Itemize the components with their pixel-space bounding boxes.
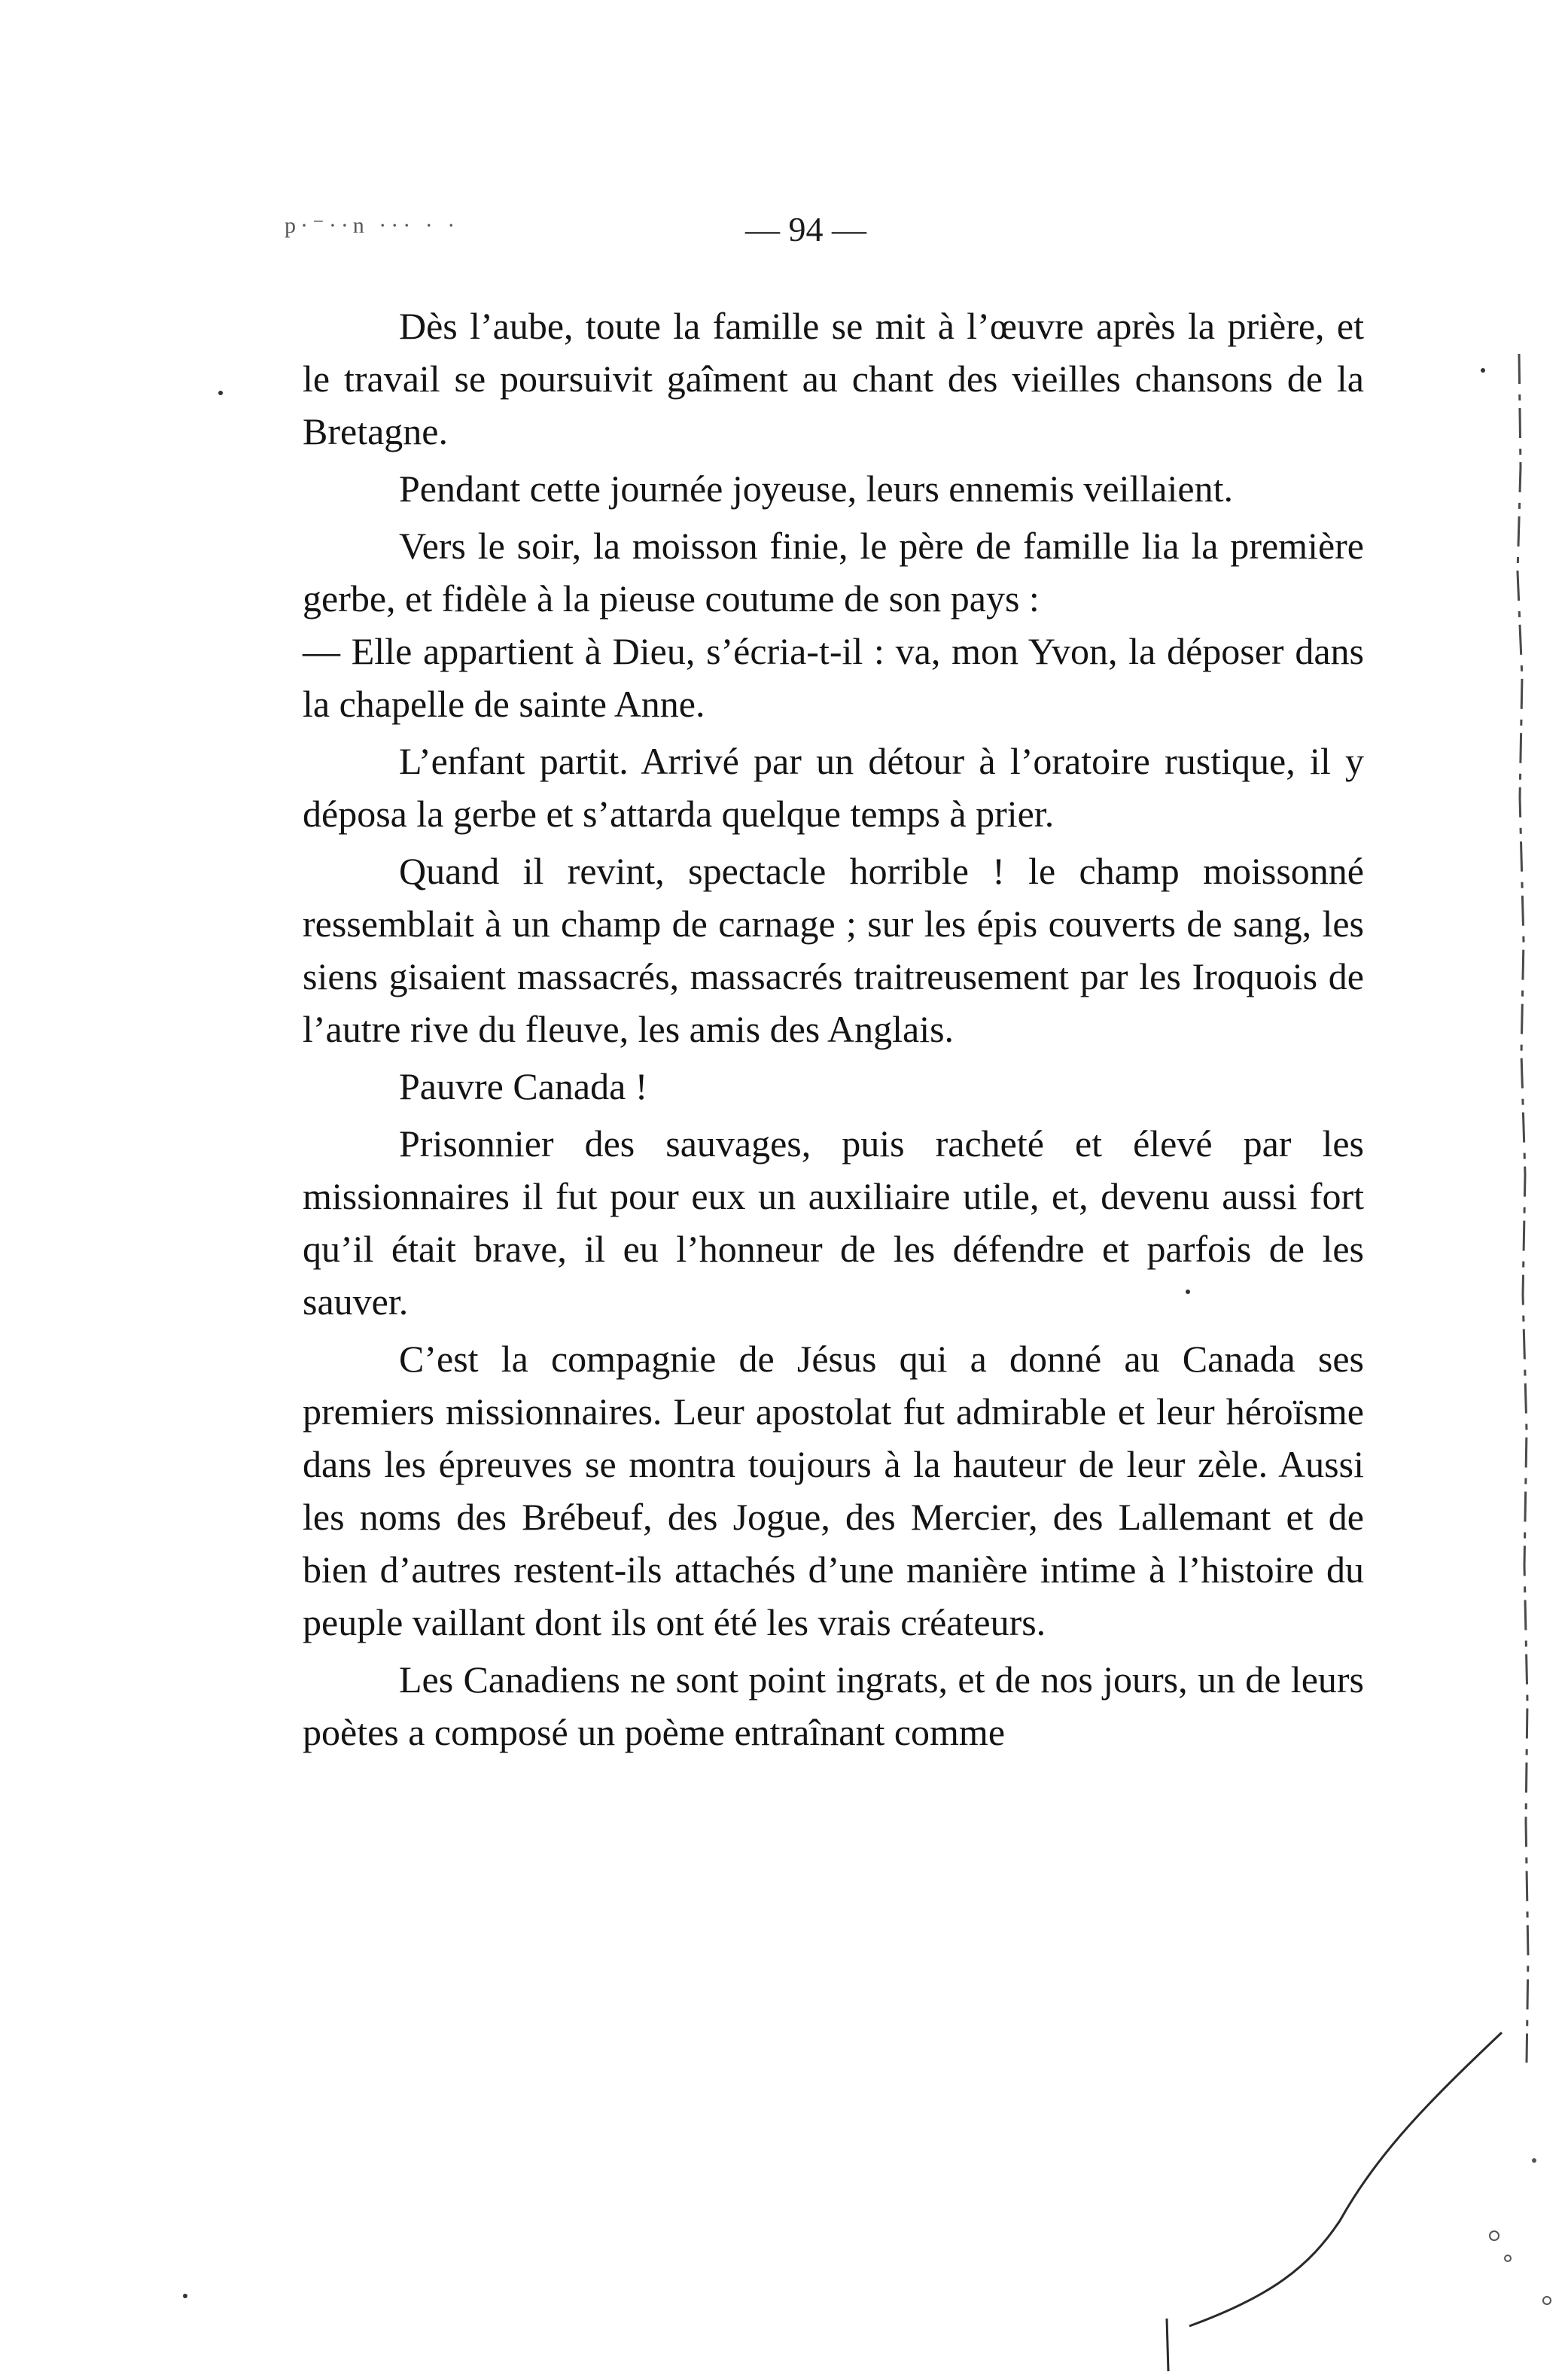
- paragraph-8: Prisonnier des sauvages, puis racheté et élevé par les missionnaires il fut pour eux un auxiliaire utile, et, devenu aussi fort qu’il était brave, il eu l’honneur de les défendre et parfois de les sauver.: [303, 1122, 1364, 1323]
- paragraph-3: Vers le soir, la moisson finie, le père de famille lia la première gerbe, et fidèle à la pieuse coutume de son pays :: [303, 525, 1364, 620]
- paragraph-6: Quand il revint, spectacle horrible ! le champ moissonné ressemblait à un champ de carnage ; sur les épis couverts de sang, les siens gisaient massacrés, massacrés traitreusement par les Iroquois de l’autre rive du fleuve, les amis des Anglais.: [303, 850, 1364, 1050]
- paragraph-1: Dès l’aube, toute la famille se mit à l’œuvre après la prière, et le travail se poursuivit gaîment au chant des vieilles chansons de la Bretagne.: [303, 305, 1364, 452]
- paragraph-5: L’enfant partit. Arrivé par un détour à l’oratoire rustique, il y déposa la gerbe et s’attarda quelque temps à prier.: [303, 740, 1364, 835]
- paragraph-2: Pendant cette journée joyeuse, leurs ennemis veillaient.: [399, 467, 1233, 510]
- header-mark: p·⁻··n ··· · ·: [285, 213, 460, 238]
- paragraph-7: Pauvre Canada !: [399, 1065, 648, 1107]
- paragraph-9: C’est la compagnie de Jésus qui a donné au Canada ses premiers missionnaires. Leur apostolat fut admirable et leur héroïsme dans les épreuves se montra toujours à la hauteur de leur zèle. Aussi les noms des Brébeuf, des Jogue, des Mercier, des Lallemant et de bien d’autres restent-ils attachés d’une manière intime à l’histoire du peuple vaillant dont ils ont été les vrais créateurs.: [303, 1338, 1364, 1643]
- paragraph-4: — Elle appartient à Dieu, s’écria-t-il : va, mon Yvon, la déposer dans la chapelle de sainte Anne.: [303, 630, 1364, 725]
- page-number: — 94 —: [745, 210, 866, 248]
- paragraph-10: Les Canadiens ne sont point ingrats, et de nos jours, un de leurs poètes a composé un poème entraînant comme: [303, 1658, 1364, 1753]
